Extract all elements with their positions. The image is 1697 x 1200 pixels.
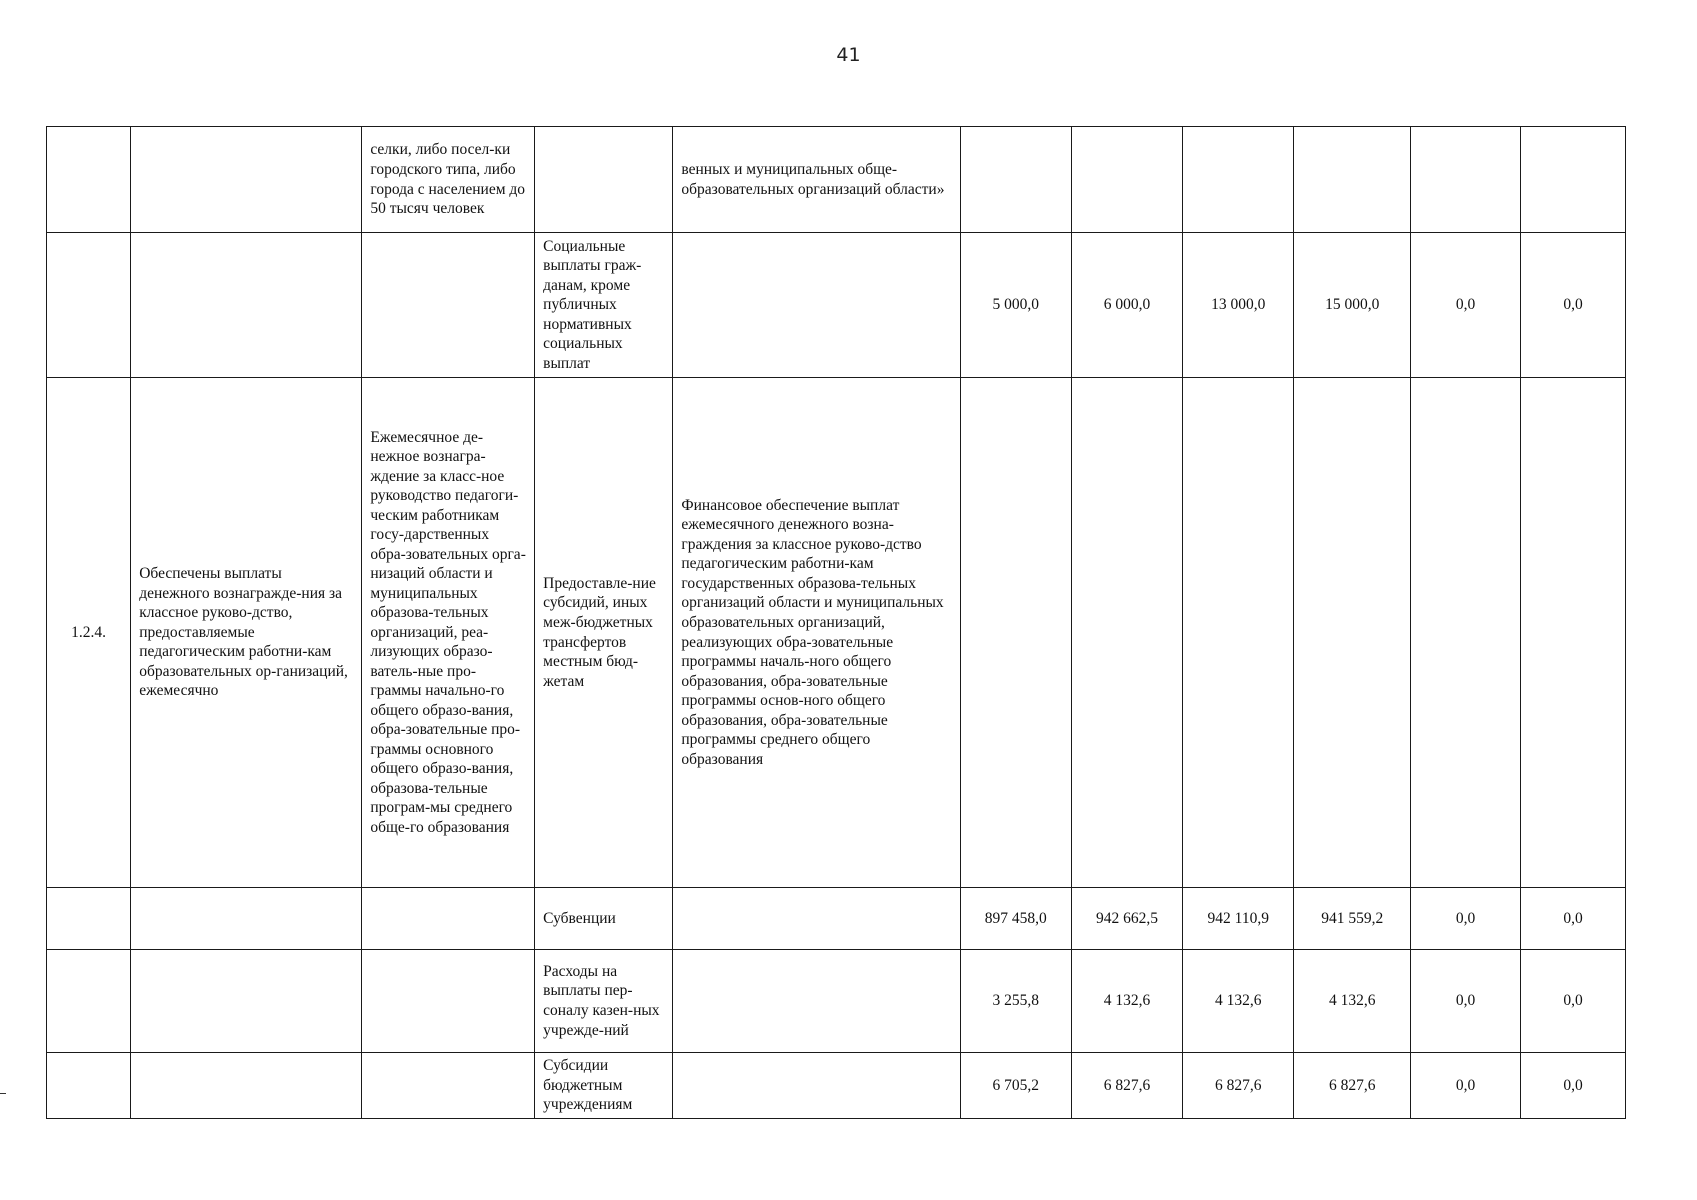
- value-cell: [1071, 127, 1182, 233]
- row-number-cell: [47, 127, 131, 233]
- value-cell: 3 255,8: [960, 950, 1071, 1053]
- event-content-cell: венных и муниципальных обще-образовательных организаций области»: [673, 127, 960, 233]
- value-cell: 6 827,6: [1183, 1053, 1294, 1119]
- event-content-cell: [673, 233, 960, 378]
- value-cell: [1521, 378, 1626, 888]
- expense-type-cell: Предоставле-ние субсидий, иных меж-бюджетных трансфертов местным бюд-жетам: [535, 378, 673, 888]
- value-cell: 6 827,6: [1294, 1053, 1411, 1119]
- value-cell: [960, 378, 1071, 888]
- value-cell: 0,0: [1411, 950, 1521, 1053]
- table-row: [47, 127, 1626, 233]
- event-content-cell: Финансовое обеспечение выплат ежемесячного денежного возна-граждения за классное руково-дство педагогическим работни-кам государственных образова-тельных организаций области и муниципальных образовательных организаций, реализующих обра-зовательные программы началь-ного общего образования, обра-зовательные программы основ-ного общего образования, обра-зовательные программы среднего общего образования: [673, 378, 960, 888]
- value-cell: 0,0: [1521, 233, 1626, 378]
- event-content-cell: [673, 950, 960, 1053]
- table-row: [47, 233, 1626, 378]
- value-cell: [1294, 127, 1411, 233]
- row-number-cell: [47, 888, 131, 950]
- row-number-cell: [47, 950, 131, 1053]
- event-content-cell: [673, 1053, 960, 1119]
- row-number-cell: 1.2.4.: [47, 378, 131, 888]
- table-row: [47, 1053, 1626, 1119]
- value-cell: [960, 127, 1071, 233]
- value-cell: [1183, 127, 1294, 233]
- budget-table: [46, 126, 1626, 1119]
- result-cell: [131, 233, 362, 378]
- value-cell: 6 705,2: [960, 1053, 1071, 1119]
- event-cell: [362, 1053, 535, 1119]
- value-cell: 0,0: [1521, 950, 1626, 1053]
- page-number: 41: [836, 44, 861, 66]
- value-cell: 4 132,6: [1183, 950, 1294, 1053]
- expense-type-cell: Субсидии бюджетным учреждениям: [535, 1053, 673, 1119]
- result-cell: [131, 127, 362, 233]
- value-cell: 0,0: [1521, 888, 1626, 950]
- value-cell: 942 662,5: [1071, 888, 1182, 950]
- expense-type-cell: [535, 127, 673, 233]
- expense-type-cell: Социальные выплаты граж-данам, кроме публичных нормативных социальных выплат: [535, 233, 673, 378]
- event-cell: Ежемесячное де-нежное вознагра-ждение за класс-ное руководство педагоги-ческим работникам госу-дарственных обра-зовательных орга-низаций области и муниципальных образова-тельных организаций, реа-лизующих образо-ватель-ные про-граммы начально-го общего образо-вания, обра-зовательные про-граммы основного общего образо-вания, образова-тельные програм-мы среднего обще-го образования: [362, 378, 535, 888]
- value-cell: 941 559,2: [1294, 888, 1411, 950]
- table-row: [47, 378, 1626, 888]
- value-cell: 0,0: [1411, 233, 1521, 378]
- value-cell: 0,0: [1411, 1053, 1521, 1119]
- value-cell: 5 000,0: [960, 233, 1071, 378]
- value-cell: 6 000,0: [1071, 233, 1182, 378]
- value-cell: 897 458,0: [960, 888, 1071, 950]
- result-cell: Обеспечены выплаты денежного вознагражде-ния за классное руково-дство, предоставляемые педагогическим работни-кам образовательных ор-ганизаций, ежемесячно: [131, 378, 362, 888]
- row-number-cell: [47, 1053, 131, 1119]
- event-cell: селки, либо посел-ки городского типа, либо города с населением до 50 тысяч человек: [362, 127, 535, 233]
- table-row: [47, 950, 1626, 1053]
- value-cell: 4 132,6: [1294, 950, 1411, 1053]
- table-row: [47, 888, 1626, 950]
- margin-dash: [0, 1093, 6, 1094]
- row-number-cell: [47, 233, 131, 378]
- value-cell: [1071, 378, 1182, 888]
- result-cell: [131, 1053, 362, 1119]
- event-content-cell: [673, 888, 960, 950]
- event-cell: [362, 233, 535, 378]
- value-cell: [1521, 127, 1626, 233]
- value-cell: [1183, 378, 1294, 888]
- expense-type-cell: Субвенции: [535, 888, 673, 950]
- value-cell: 15 000,0: [1294, 233, 1411, 378]
- value-cell: [1411, 127, 1521, 233]
- value-cell: [1411, 378, 1521, 888]
- result-cell: [131, 888, 362, 950]
- value-cell: 6 827,6: [1071, 1053, 1182, 1119]
- value-cell: 0,0: [1521, 1053, 1626, 1119]
- value-cell: 942 110,9: [1183, 888, 1294, 950]
- event-cell: [362, 888, 535, 950]
- value-cell: 0,0: [1411, 888, 1521, 950]
- value-cell: 4 132,6: [1071, 950, 1182, 1053]
- value-cell: 13 000,0: [1183, 233, 1294, 378]
- result-cell: [131, 950, 362, 1053]
- event-cell: [362, 950, 535, 1053]
- expense-type-cell: Расходы на выплаты пер-соналу казен-ных учрежде-ний: [535, 950, 673, 1053]
- value-cell: [1294, 378, 1411, 888]
